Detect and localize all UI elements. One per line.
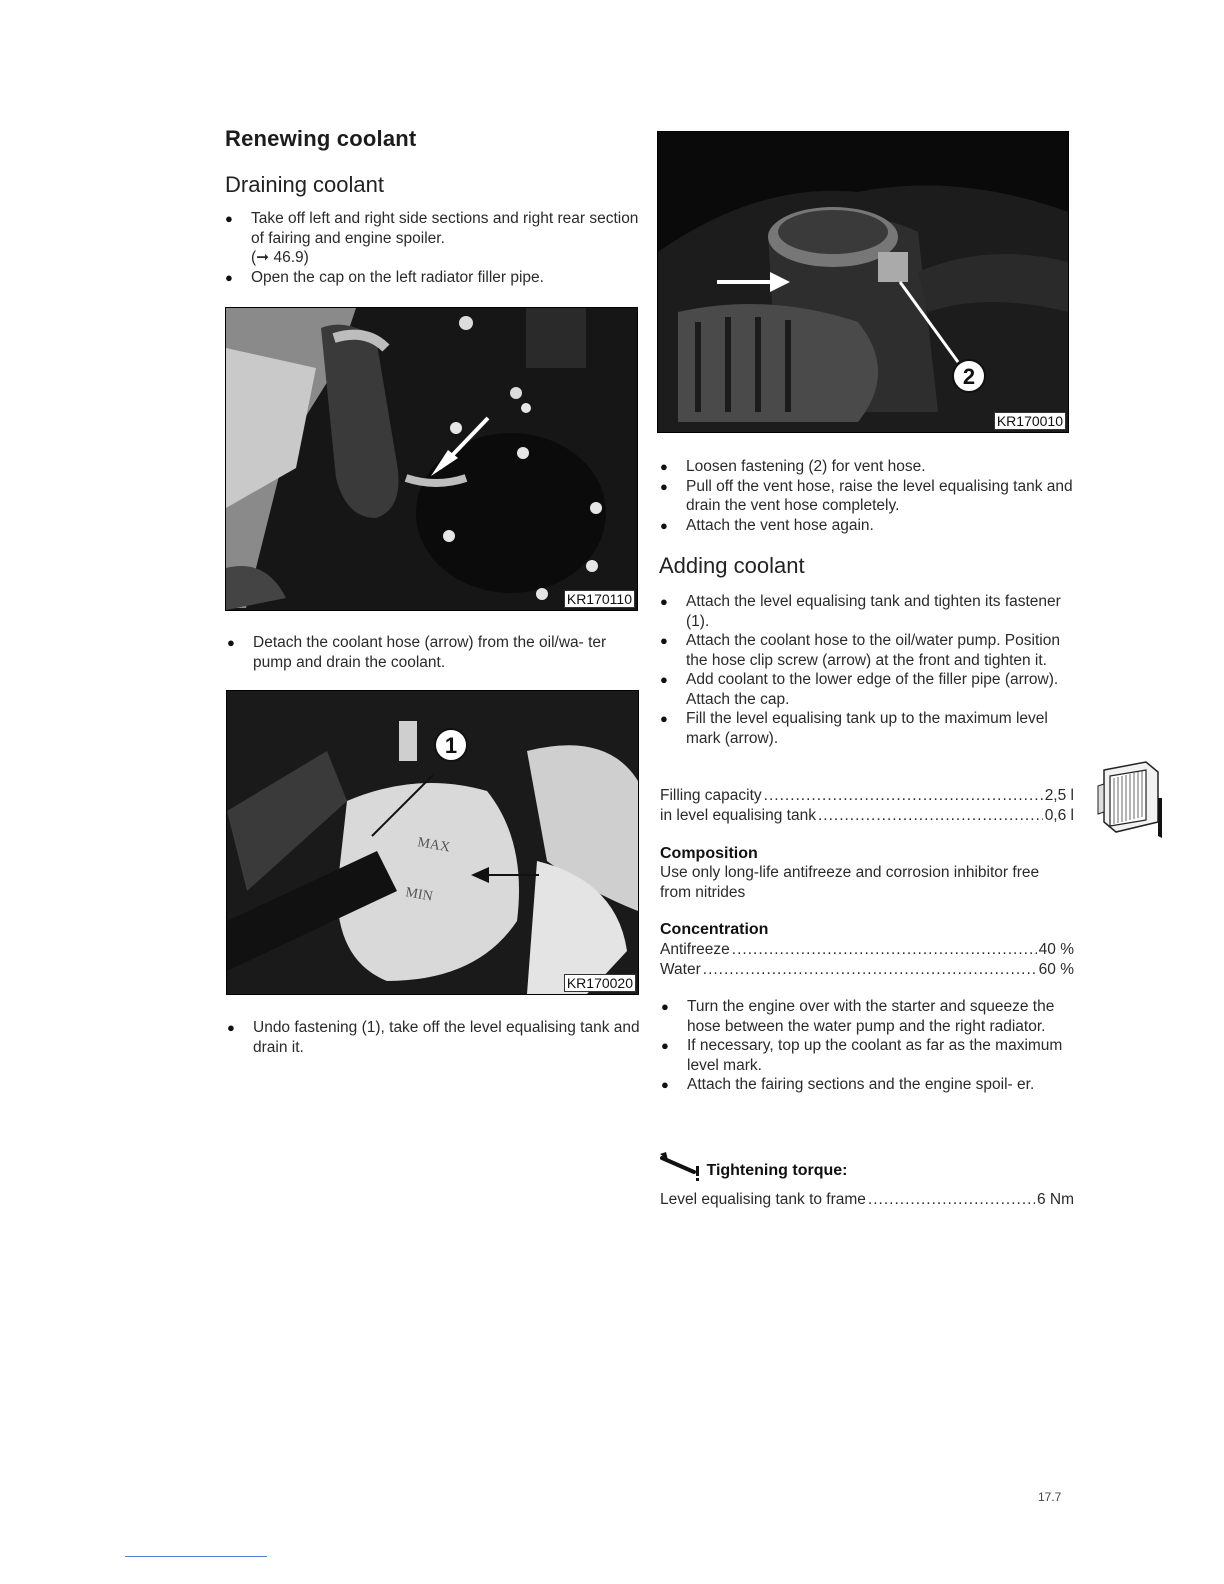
spec-row: Water ..... 60 % (660, 960, 1074, 980)
list-item: ● Add coolant to the lower edge of the filler pipe (arrow). Attach the cap. (660, 670, 1074, 709)
concentration-spec (660, 940, 1074, 979)
torque-wrench-icon (660, 1152, 702, 1182)
callout-number-1: 1 (444, 733, 458, 758)
max-mark: MAX (416, 835, 452, 856)
composition-heading: Composition (660, 845, 758, 862)
page-number: 17.7 (1038, 1490, 1062, 1504)
figure-coolant-hose (225, 307, 638, 611)
list-item: ● Take off left and right side sections and right rear section of fairing and engine spoiler. (➞ 46.9) (225, 209, 645, 268)
torque-heading: Tightening torque: (706, 1162, 848, 1179)
callout-number-2: 2 (962, 364, 976, 389)
photo-illustration (227, 691, 638, 994)
list-item: ● Attach the coolant hose to the oil/water pump. Position the hose clip screw (arrow) at the front and tighten it. (660, 631, 1074, 670)
figure-vent-hose (657, 131, 1069, 433)
list-item: ● Attach the fairing sections and the engine spoil- er. (661, 1075, 1075, 1095)
list-item: ● Attach the level equalising tank and tighten its fastener (1). (660, 592, 1074, 631)
list-item: ● Turn the engine over with the starter and squeeze the hose between the water pump and the right radiator. (661, 997, 1075, 1036)
spec-row: Filling capacity ..... 2,5 l (660, 786, 1074, 806)
concentration-heading: Concentration (660, 921, 769, 938)
list-item: ● Fill the level equalising tank up to the maximum level mark (arrow). (660, 709, 1074, 748)
torque-spec (660, 1190, 1074, 1210)
list-item: ● Open the cap on the left radiator filler pipe. (225, 268, 645, 288)
final-steps (661, 997, 1075, 1095)
list-item: ● If necessary, top up the coolant as far as the maximum level mark. (661, 1036, 1075, 1075)
composition-text: Use only long-life antifreeze and corrosion inhibitor free from nitrides (660, 864, 1040, 901)
torque-heading-row (660, 1152, 847, 1182)
spec-row: Level equalising tank to frame ..... 6 Nm (660, 1190, 1074, 1210)
adding-steps (660, 592, 1074, 748)
draining-steps (225, 209, 645, 287)
section-heading-adding: Adding coolant (659, 553, 805, 578)
detach-hose-steps (227, 633, 647, 672)
photo-illustration (226, 308, 637, 610)
page-title: Renewing coolant (225, 126, 417, 151)
photo-illustration (658, 132, 1068, 432)
footer-rule (125, 1556, 267, 1557)
composition-block (660, 845, 1074, 902)
figure-equalising-tank (226, 690, 639, 995)
filling-capacity-spec (660, 786, 1074, 825)
list-item: ● Loosen fastening (2) for vent hose. (660, 457, 1074, 477)
vent-hose-steps (660, 457, 1074, 535)
radiator-section-icon (1096, 758, 1162, 838)
cross-reference: (➞ 46.9) (251, 249, 309, 266)
figure-label: KR170110 (564, 590, 635, 608)
list-item: ● Attach the vent hose again. (660, 516, 1074, 536)
section-heading-draining: Draining coolant (225, 172, 384, 197)
list-item: ● Pull off the vent hose, raise the level equalising tank and drain the vent hose completely. (660, 477, 1074, 516)
figure-label: KR170020 (564, 974, 636, 992)
list-item: ● Detach the coolant hose (arrow) from the oil/wa- ter pump and drain the coolant. (227, 633, 647, 672)
min-mark: MIN (404, 885, 434, 905)
list-item: ● Undo fastening (1), take off the level equalising tank and drain it. (227, 1018, 647, 1057)
figure-label: KR170010 (994, 412, 1066, 430)
tank-removal-steps (227, 1018, 647, 1057)
spec-row: in level equalising tank ..... 0,6 l (660, 806, 1074, 826)
spec-row: Antifreeze ..... 40 % (660, 940, 1074, 960)
